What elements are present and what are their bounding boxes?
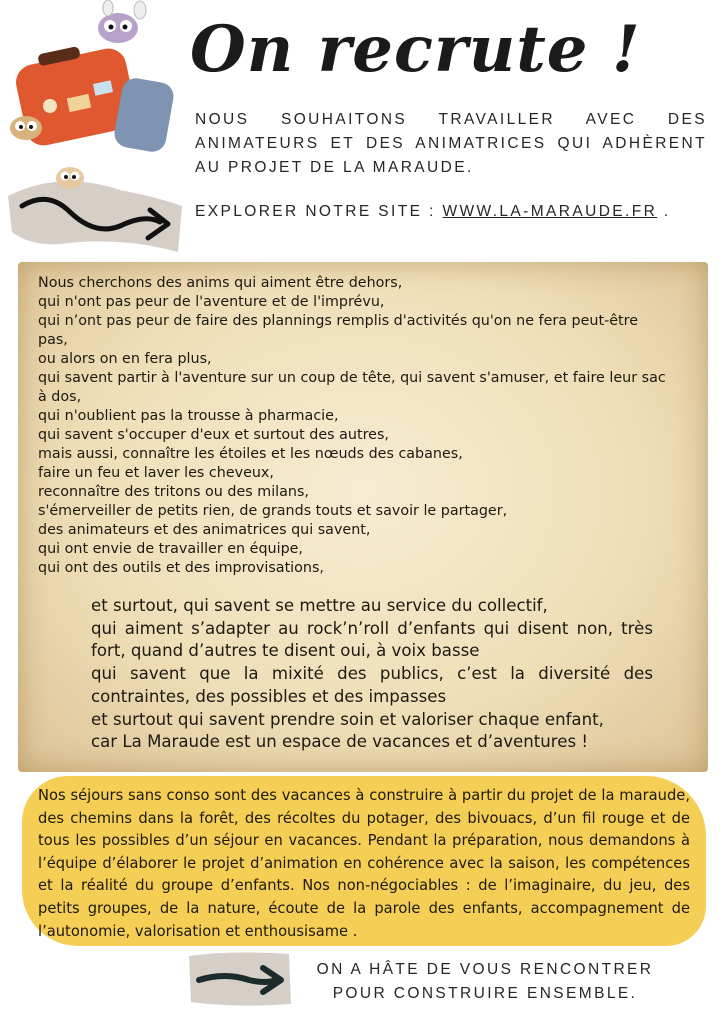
poem-line: mais aussi, connaître les étoiles et les nœuds des cabanes,: [38, 446, 463, 462]
poem-line: qui n’ont pas peur de faire des plannings remplis d'activités qu'on ne fera peut-être pas,: [38, 313, 639, 348]
intro-text: NOUS SOUHAITONS TRAVAILLER AVEC DES ANIMATEURS ET DES ANIMATRICES QUI ADHÈRENT AU PROJET DE LA MARAUDE.: [195, 111, 707, 176]
poem-block: [38, 274, 672, 578]
arrow-icon: [185, 950, 295, 1008]
poem-line: qui savent s'occuper d'eux et surtout des autres,: [38, 427, 389, 443]
info-box-text: Nos séjours sans conso sont des vacances à construire à partir du projet de la maraude, des chemins dans la forêt, des récoltes du potager, des bivouacs, d’un fil rouge et de tous les possibles d’un séjour en vacances. Pendant la préparation, nous demandons à l’équipe d’élaborer le projet d’animation en cohérence avec la saison, les compétences et la réalité du groupe d’enfants. Nos non-négociables : de l’imaginaire, du jeu, des petits groupes, de la nature, écoute de la parole des enfants, accompagnement de l’autonomie, valorisation et enthousisame .: [38, 787, 690, 940]
poem-line: qui ont des outils et des improvisations,: [38, 560, 324, 576]
poem-line: Nous cherchons des anims qui aiment être dehors,: [38, 275, 403, 291]
poem-closing-line: qui aiment s’adapter au rock’n’roll d’enfants qui disent non, très fort, quand d’autres te disent oui, à voix basse: [91, 618, 653, 661]
explore-line: [195, 203, 671, 221]
poem-closing-line: et surtout, qui savent se mettre au service du collectif,: [91, 596, 548, 615]
poem-closing-block: [91, 595, 653, 754]
page-title: On recrute !: [190, 12, 641, 87]
poem-closing-line: et surtout qui savent prendre soin et valoriser chaque enfant,: [91, 709, 604, 729]
explore-end: .: [657, 203, 671, 220]
poem-closing-line: qui savent que la mixité des publics, c’est la diversité des contraintes, des possibles et des impasses: [91, 664, 653, 706]
poem-line: ou alors on en fera plus,: [38, 351, 212, 367]
poem-line: faire un feu et laver les cheveux,: [38, 465, 274, 481]
poem-line: s'émerveiller de petits rien, de grands touts et savoir le partager,: [38, 503, 508, 519]
website-link[interactable]: WWW.LA-MARAUDE.FR: [442, 203, 658, 220]
explore-label: EXPLORER NOTRE SITE :: [195, 203, 436, 220]
closing-line-2: POUR CONSTRUIRE ENSEMBLE.: [332, 985, 638, 1002]
closing-text: [300, 958, 670, 1006]
poem-line: des animateurs et des animatrices qui savent,: [38, 522, 371, 538]
closing-line-1: ON A HÂTE DE VOUS RENCONTRER: [316, 961, 654, 978]
poem-line: reconnaître des tritons ou des milans,: [38, 484, 309, 500]
poem-line: qui ont envie de travailler en équipe,: [38, 541, 303, 557]
poem-line: qui n'ont pas peur de l'aventure et de l'imprévu,: [38, 294, 385, 310]
poem-line: qui n'oublient pas la trousse à pharmacie,: [38, 408, 339, 424]
bugs-suitcase-illustration: [0, 0, 190, 260]
poem-line: qui savent partir à l'aventure sur un coup de tête, qui savent s'amuser, et faire leur sac à dos,: [38, 370, 666, 405]
poem-closing-line: car La Maraude est un espace de vacances et d’aventures !: [91, 732, 589, 752]
